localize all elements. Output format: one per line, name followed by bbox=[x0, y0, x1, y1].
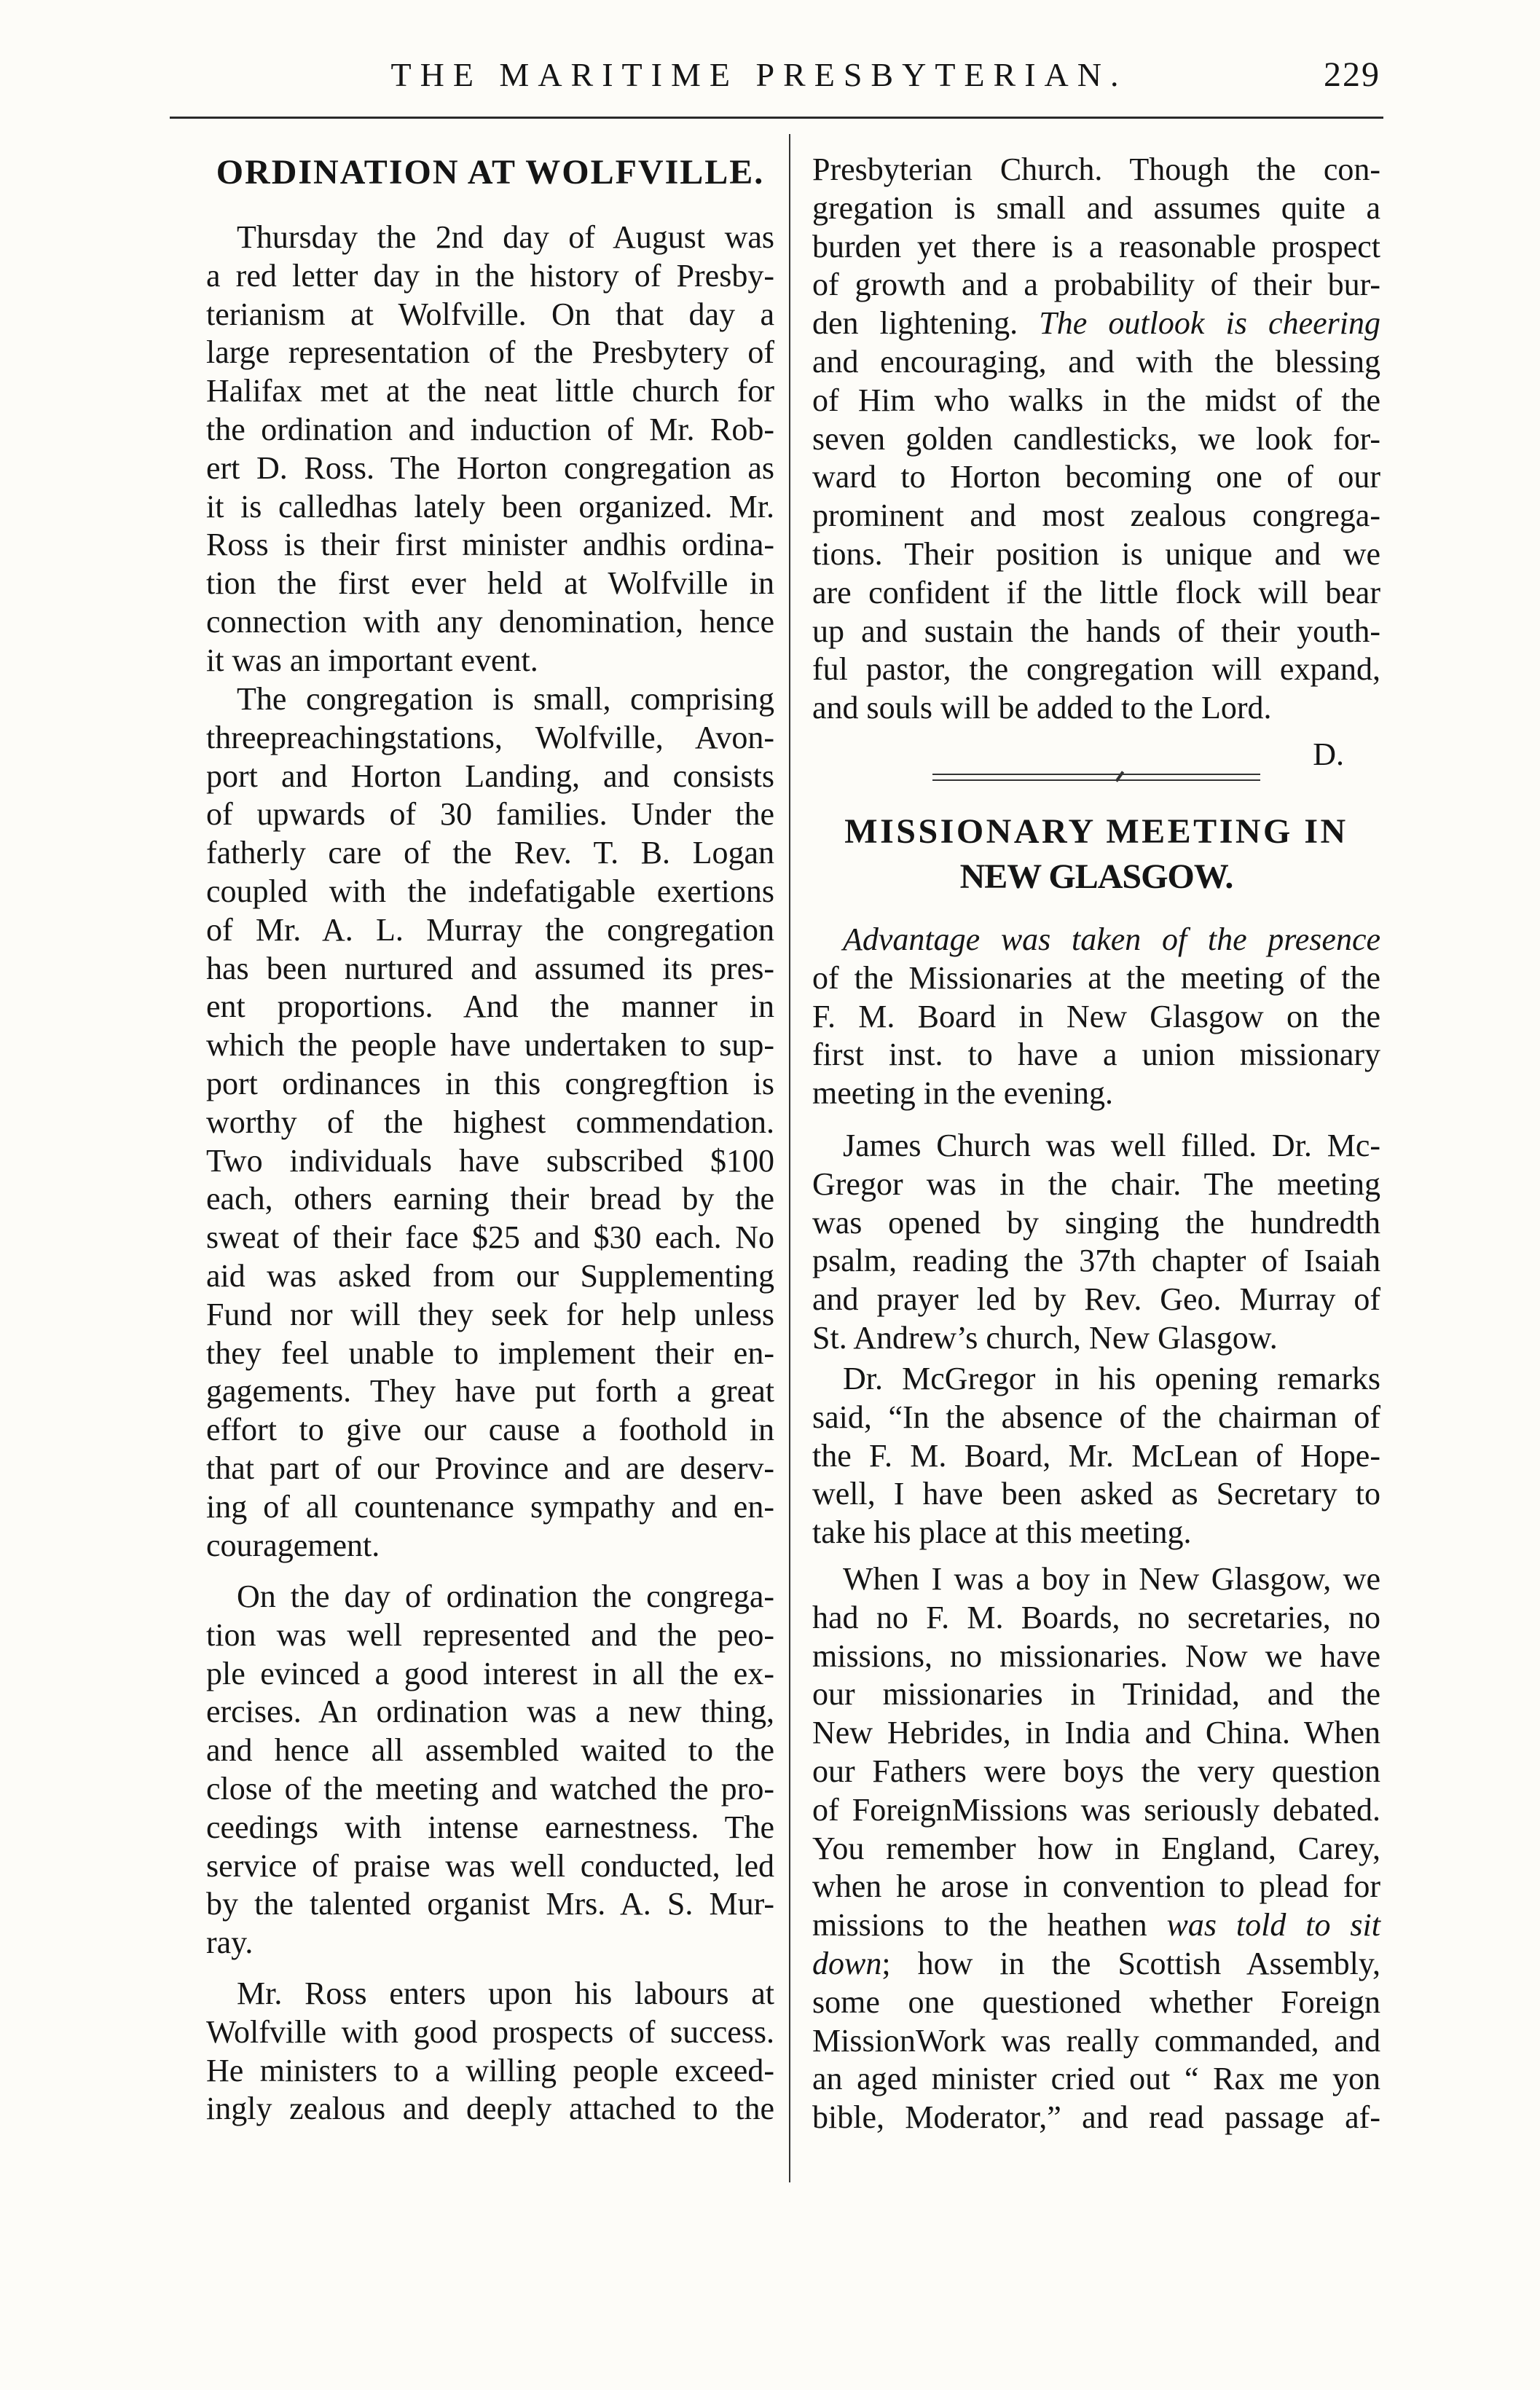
text-line: of the Missionaries at the meeting of the bbox=[812, 959, 1380, 996]
text-line: said, “In the absence of the chairman of bbox=[812, 1399, 1380, 1435]
text-line: they feel unable to implement their en- bbox=[206, 1334, 774, 1371]
text-line: it was an important event. bbox=[206, 642, 538, 678]
text-line: ing of all countenance sympathy and en- bbox=[206, 1488, 774, 1525]
text-line: On the day of ordination the congrega- bbox=[237, 1579, 774, 1614]
text-line: ward to Horton becoming one of our bbox=[812, 459, 1380, 495]
text-line: ercises. An ordination was a new thing, bbox=[206, 1694, 774, 1730]
author-signature: D. bbox=[1313, 736, 1344, 772]
text-line: which the people have undertaken to sup- bbox=[206, 1027, 774, 1064]
emphasis-text: Advantage was taken of the presence bbox=[843, 921, 1380, 957]
article-paragraph bbox=[206, 680, 774, 1565]
text-line: F. M. Board in New Glasgow on the bbox=[812, 998, 1380, 1034]
section-divider-rule bbox=[932, 774, 1260, 781]
text-line: had no F. M. Boards, no secretaries, no bbox=[812, 1599, 1380, 1635]
text-line: our Fathers were boys the very question bbox=[812, 1753, 1380, 1789]
text-line: ple evinced a good interest in all the ex- bbox=[206, 1655, 774, 1691]
text-line: gregation is small and assumes quite a bbox=[812, 189, 1380, 226]
article-title-missionary-line-1: MISSIONARY MEETING IN bbox=[844, 812, 1348, 851]
text-line: the ordination and induction of Mr. Rob- bbox=[206, 411, 774, 447]
text-segment: ; how in the Scottish Assembly, bbox=[881, 1945, 1380, 1981]
text-line: of Him who walks in the midst of the bbox=[812, 382, 1380, 418]
text-line: and souls will be added to the Lord. bbox=[812, 690, 1272, 726]
text-line: Presbyterian Church. Though the con- bbox=[812, 152, 1380, 187]
text-line bbox=[812, 921, 1380, 959]
text-line: threepreachingstations, Wolfville, Avon- bbox=[206, 719, 774, 755]
text-line: port ordinances in this congregftion is bbox=[206, 1065, 774, 1101]
text-line: meeting in the evening. bbox=[812, 1075, 1113, 1112]
text-line: port and Horton Landing, and consists bbox=[206, 758, 774, 794]
text-line: some one questioned whether Foreign bbox=[812, 1984, 1380, 2020]
text-line: You remember how in England, Carey, bbox=[812, 1830, 1380, 1866]
text-line: service of praise was well conducted, led bbox=[206, 1847, 774, 1884]
article-paragraph bbox=[206, 1578, 774, 1962]
article-paragraph bbox=[206, 219, 774, 680]
text-line: gagements. They have put forth a great bbox=[206, 1373, 774, 1410]
text-line: each, others earning their bread by the bbox=[206, 1181, 774, 1217]
text-line: couragement. bbox=[206, 1527, 380, 1563]
text-line: New Hebrides, in India and China. When bbox=[812, 1715, 1380, 1751]
text-line bbox=[812, 1945, 1380, 1984]
text-line: by the talented organist Mrs. A. S. Mur- bbox=[206, 1886, 774, 1922]
text-line: sweat of their face $25 and $30 each. No bbox=[206, 1219, 774, 1256]
text-line: When I was a boy in New Glasgow, we bbox=[843, 1561, 1380, 1597]
text-line: coupled with the indefatigable exertions bbox=[206, 873, 774, 909]
text-line: terianism at Wolfville. On that day a bbox=[206, 296, 774, 332]
text-line: ceedings with intense earnestness. The bbox=[206, 1809, 774, 1845]
text-line: The congregation is small, comprising bbox=[237, 681, 774, 717]
text-segment: den lightening. bbox=[812, 305, 1040, 342]
article-paragraph bbox=[812, 1560, 1380, 2137]
article-continuation-paragraph bbox=[812, 151, 1380, 728]
text-line: large representation of the Presbytery of bbox=[206, 334, 774, 371]
text-line: Dr. McGregor in his opening remarks bbox=[843, 1361, 1380, 1396]
article-paragraph bbox=[812, 1127, 1380, 1358]
text-line: He ministers to a willing people exceed- bbox=[206, 2052, 774, 2088]
emphasis-text: was told to sit bbox=[1166, 1907, 1380, 1943]
text-line: Halifax met at the neat little church for bbox=[206, 373, 774, 409]
text-line: Two individuals have subscribed $100 bbox=[206, 1142, 774, 1179]
text-line: Wolfville with good prospects of success. bbox=[206, 2013, 774, 2050]
text-line: our missionaries in Trinidad, and the bbox=[812, 1676, 1380, 1713]
header-rule bbox=[170, 117, 1383, 119]
text-line: first inst. to have a union missionary bbox=[812, 1037, 1380, 1073]
text-line: was opened by singing the hundredth bbox=[812, 1204, 1380, 1241]
article-title-ordination: ORDINATION AT WOLFVILLE. bbox=[216, 153, 765, 192]
article-paragraph bbox=[812, 921, 1380, 1113]
text-line: ert D. Ross. The Horton congregation as bbox=[206, 449, 774, 486]
text-line: of upwards of 30 families. Under the bbox=[206, 796, 774, 833]
text-line: are confident if the little flock will bear bbox=[812, 574, 1380, 610]
text-line: burden yet there is a reasonable prospect bbox=[812, 228, 1380, 264]
text-line: a red letter day in the history of Presby- bbox=[206, 257, 774, 294]
text-line: fatherly care of the Rev. T. B. Logan bbox=[206, 835, 774, 871]
text-line: and hence all assembled waited to the bbox=[206, 1732, 774, 1769]
text-line: bible, Moderator,” and read passage af- bbox=[812, 2099, 1380, 2136]
text-line: MissionWork was really commanded, and bbox=[812, 2022, 1380, 2059]
text-line: tions. Their position is unique and we bbox=[812, 535, 1380, 572]
text-line: the F. M. Board, Mr. McLean of Hope- bbox=[812, 1437, 1380, 1474]
text-line: it is calledhas lately been organized. Mr. bbox=[206, 488, 774, 524]
text-line: has been nurtured and assumed its pres- bbox=[206, 950, 774, 986]
text-line: well, I have been asked as Secretary to bbox=[812, 1476, 1380, 1512]
article-paragraph bbox=[812, 1360, 1380, 1552]
text-line: prominent and most zealous congrega- bbox=[812, 498, 1380, 534]
text-line: Gregor was in the chair. The meeting bbox=[812, 1165, 1380, 1202]
text-line: and prayer led by Rev. Geo. Murray of bbox=[812, 1281, 1380, 1318]
emphasis-text: down bbox=[812, 1945, 882, 1981]
text-line: psalm, reading the 37th chapter of Isaiah bbox=[812, 1243, 1380, 1279]
text-line: and encouraging, and with the blessing bbox=[812, 343, 1380, 380]
text-line: ent proportions. And the manner in bbox=[206, 988, 774, 1025]
text-line: ful pastor, the congregation will expand, bbox=[812, 651, 1380, 688]
text-segment: missions to the heathen bbox=[812, 1907, 1167, 1943]
text-line: tion the first ever held at Wolfville in bbox=[206, 565, 774, 602]
text-line: of growth and a probability of their bur- bbox=[812, 267, 1380, 303]
text-line: of ForeignMissions was seriously debated. bbox=[812, 1791, 1380, 1828]
text-line: aid was asked from our Supplementing bbox=[206, 1257, 774, 1294]
text-line: St. Andrew’s church, New Glasgow. bbox=[812, 1319, 1278, 1356]
text-line: connection with any denomination, hence bbox=[206, 603, 774, 640]
text-line: seven golden candlesticks, we look for- bbox=[812, 420, 1380, 457]
page-header-title: THE MARITIME PRESBYTERIAN. bbox=[390, 56, 1128, 93]
text-line: worthy of the highest commendation. bbox=[206, 1104, 774, 1140]
text-line: Thursday the 2nd day of August was bbox=[237, 219, 774, 255]
text-line: that part of our Province and are deserv- bbox=[206, 1450, 774, 1486]
text-line: close of the meeting and watched the pro- bbox=[206, 1770, 774, 1807]
text-line: ray. bbox=[206, 1925, 254, 1961]
article-paragraph bbox=[206, 1975, 774, 2128]
emphasis-text: The outlook is cheering bbox=[1039, 305, 1380, 342]
article-title-missionary-line-2: NEW GLASGOW. bbox=[959, 857, 1233, 896]
text-line: Ross is their first minister andhis ordina- bbox=[206, 527, 774, 563]
text-line: Fund nor will they seek for help unless bbox=[206, 1296, 774, 1332]
text-line: up and sustain the hands of their youth- bbox=[812, 613, 1380, 649]
text-line: effort to give our cause a foothold in bbox=[206, 1412, 774, 1448]
text-line: missions, no missionaries. Now we have bbox=[812, 1638, 1380, 1674]
text-line: take his place at this meeting. bbox=[812, 1514, 1192, 1551]
text-line: when he arose in convention to plead for bbox=[812, 1868, 1380, 1905]
text-line: an aged minister cried out “ Rax me yon bbox=[812, 2061, 1380, 2097]
text-line: ingly zealous and deeply attached to the bbox=[206, 2091, 774, 2127]
column-divider bbox=[789, 134, 790, 2182]
text-line: James Church was well filled. Dr. Mc- bbox=[843, 1128, 1380, 1163]
page-number: 229 bbox=[1324, 55, 1380, 94]
text-line: of Mr. A. L. Murray the congregation bbox=[206, 911, 774, 948]
text-line bbox=[812, 304, 1380, 343]
text-line: Mr. Ross enters upon his labours at bbox=[237, 1976, 774, 2011]
text-line bbox=[812, 1906, 1380, 1945]
text-line: tion was well represented and the peo- bbox=[206, 1616, 774, 1653]
